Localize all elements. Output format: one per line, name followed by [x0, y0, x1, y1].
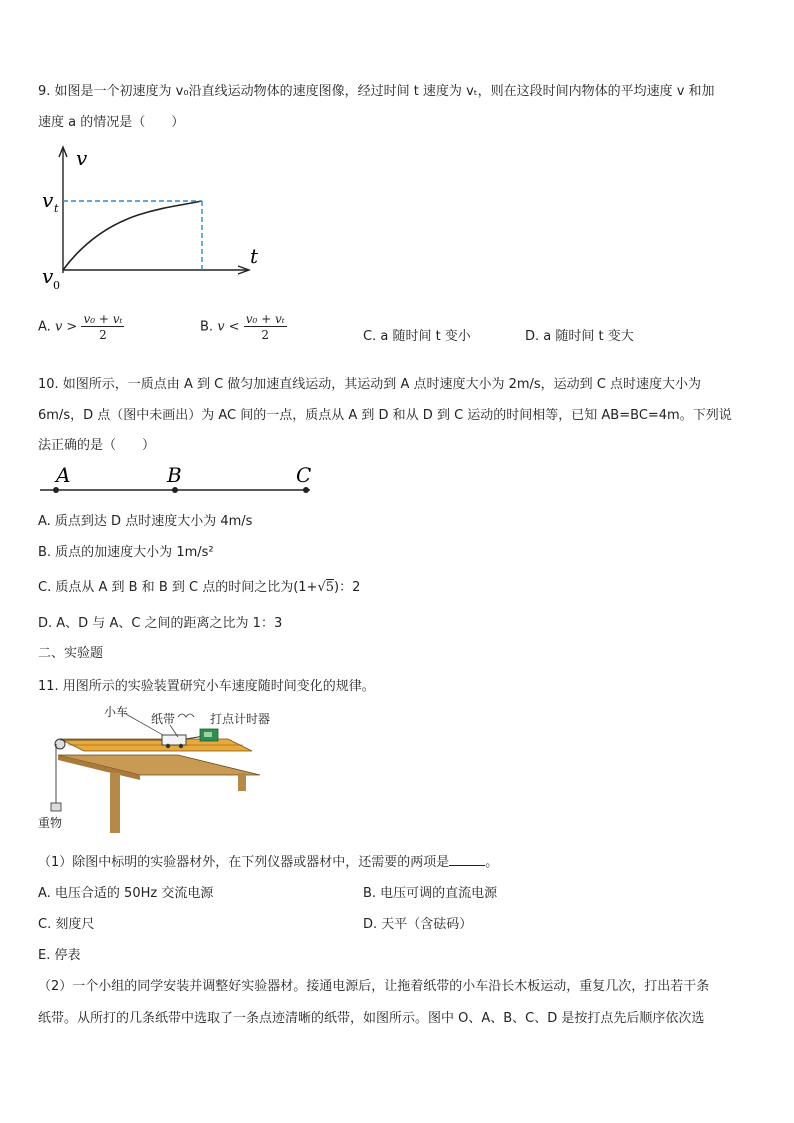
q11-option-b: B. 电压可调的直流电源	[363, 886, 498, 901]
q11-sub1	[38, 851, 498, 870]
q11-sub1-text: （1）除图中标明的实验器材外，在下列仪器或器材中，还需要的两项是	[38, 855, 450, 870]
q9-option-b	[200, 312, 287, 342]
q11-option-c: C. 刻度尺	[38, 917, 95, 932]
weight-block	[51, 803, 61, 811]
pulley	[55, 739, 65, 749]
q10-option-d: D. A、D 与 A、C 之间的距离之比为 1：3	[38, 616, 283, 631]
experiment-apparatus-figure	[38, 703, 278, 835]
q10-option-c	[38, 576, 360, 595]
point-b-dot	[172, 487, 178, 493]
q10-stem-line3: 法正确的是（ ）	[38, 438, 156, 453]
q9-option-a	[38, 312, 124, 342]
sqrt-symbol: √	[317, 580, 326, 595]
cart	[162, 735, 186, 745]
point-a-dot	[53, 487, 59, 493]
velocity-time-graph	[38, 143, 278, 293]
q11-sub2-line2: 纸带。从所打的几条纸带中选取了一条点迹清晰的纸带，如图所示。图中 O、A、B、C、D 是按打点先后顺序依次选	[38, 1011, 705, 1026]
label-car: 小车	[104, 705, 129, 719]
table-leg-left	[110, 773, 120, 833]
answer-blank[interactable]	[449, 854, 485, 866]
q9-option-d: D. a 随时间 t 变大	[525, 329, 634, 344]
label-tape: 纸带	[151, 712, 176, 726]
q9-option-c: C. a 随时间 t 变小	[363, 329, 471, 344]
q9-option-a-numerator: v₀ + vₜ	[83, 312, 123, 326]
q9-stem-line1: 9. 如图是一个初速度为 v₀沿直线运动物体的速度图像，经过时间 t 速度为 vₜ，则在这段时间内物体的平均速度 v 和加	[38, 84, 715, 99]
vt-label: v	[42, 188, 54, 212]
q9-option-b-fraction	[244, 312, 287, 342]
q9-option-a-label: A.	[38, 319, 51, 335]
velocity-curve	[63, 201, 202, 270]
q11-sub2-line1: （2）一个小组的同学安装并调整好实验器材。接通电源后，让拖着纸带的小车沿长木板运动，重复几次，打出若干条	[38, 979, 710, 994]
point-b-label: B	[167, 463, 182, 487]
q9-stem-line2: 速度 a 的情况是（ ）	[38, 115, 185, 130]
vt-subscript: t	[54, 202, 59, 215]
q11-stem: 11. 用图所示的实验装置研究小车速度随时间变化的规律。	[38, 679, 375, 694]
q9-option-b-label: B.	[200, 319, 214, 335]
q10-option-b: B. 质点的加速度大小为 1m/s²	[38, 545, 214, 560]
q10-stem-line2: 6m/s，D 点（图中未画出）为 AC 间的一点，质点从 A 到 D 和从 D 到 C 运动的时间相等，已知 AB=BC=4m。下列说	[38, 408, 732, 423]
sqrt-radicand: 5	[325, 580, 335, 595]
t-axis-label: t	[250, 244, 259, 268]
label-weight: 重物	[38, 816, 63, 830]
point-c-label: C	[296, 463, 312, 487]
q11-option-d: D. 天平（含砝码）	[363, 917, 473, 932]
q9-option-b-denominator: 2	[261, 328, 270, 342]
q11-option-a: A. 电压合适的 50Hz 交流电源	[38, 886, 214, 901]
section-title: 二、实验题	[38, 646, 104, 661]
q10-option-a: A. 质点到达 D 点时速度大小为 4m/s	[38, 514, 253, 529]
v0-label: v	[42, 264, 54, 288]
point-c-dot	[303, 487, 309, 493]
q9-option-a-fraction	[81, 312, 124, 342]
abc-line-diagram	[38, 460, 328, 500]
q9-option-a-lhs: v >	[54, 319, 78, 335]
q9-option-b-lhs: v <	[217, 319, 240, 335]
q10-stem-line1: 10. 如图所示，一质点由 A 到 C 做匀加速直线运动，其运动到 A 点时速度大小为 2m/s，运动到 C 点时速度大小为	[38, 377, 702, 392]
table-leg-right	[238, 773, 246, 791]
q10-option-c-text: C. 质点从 A 到 B 和 B 到 C 点的时间之比为(1+	[38, 580, 318, 595]
q11-option-e: E. 停表	[38, 948, 81, 963]
v0-subscript: 0	[53, 279, 60, 292]
q9-option-a-denominator: 2	[99, 328, 107, 342]
label-timer: 打点计时器	[210, 712, 271, 726]
point-a-label: A	[56, 463, 71, 487]
q10-option-c-tail: )：2	[334, 580, 361, 595]
q11-sub1-end: 。	[485, 855, 499, 870]
v-axis-label: v	[76, 146, 88, 170]
q9-option-b-numerator: v₀ + vₜ	[245, 312, 285, 326]
